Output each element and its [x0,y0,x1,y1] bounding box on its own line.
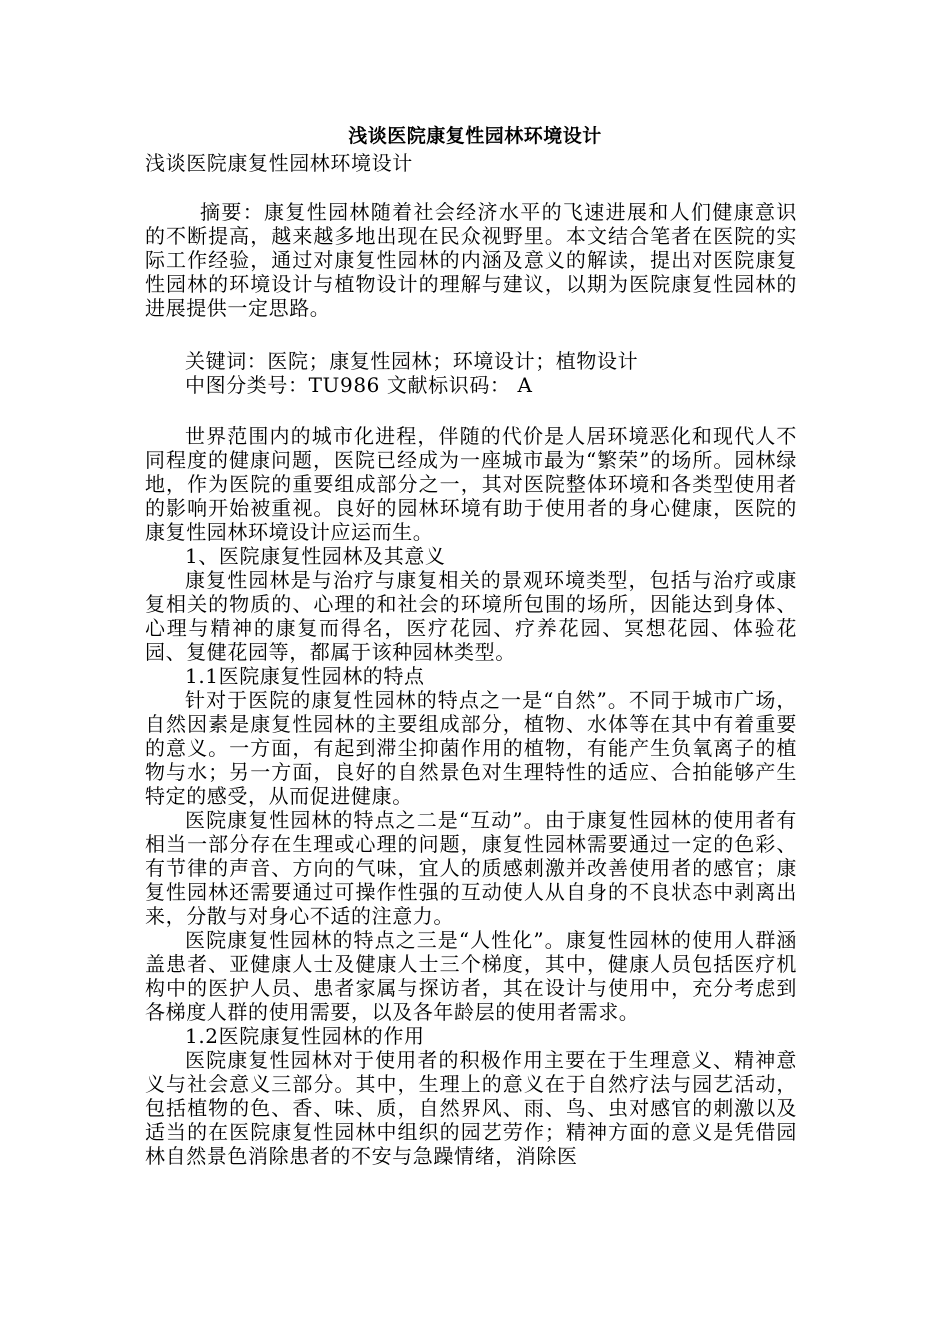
document-subtitle: 浅谈医院康复性园林环境设计 [145,151,413,175]
main-body [145,424,797,1168]
classification-line: 中图分类号：TU986 文献标识码： A [185,373,533,397]
abstract-paragraph: 摘要：康复性园林随着社会经济水平的飞速进展和人们健康意识的不断提高，越来越多地出现在民众视野里。本文结合笔者在医院的实际工作经验，通过对康复性园林的内涵及意义的解读，提出对医院康复性园林的环境设计与植物设计的理解与建议，以期为医院康复性园林的进展提供一定思路。 [145,200,797,320]
keywords-block [145,349,797,397]
section-1-2-heading: 1.2医院康复性园林的作用 [185,1024,425,1048]
section-1-1-heading: 1.1医院康复性园林的特点 [185,664,425,688]
section-1-heading: 1、医院康复性园林及其意义 [185,544,446,568]
section-1-1-paragraph-2: 医院康复性园林的特点之二是“互动”。由于康复性园林的使用者有相当一部分存在生理或心理的问题，康复性园林需要通过一定的色彩、有节律的声音、方向的气味，宜人的质感刺激并改善使用者的感官；康复性园林还需要通过可操作性强的互动使人从自身的不良状态中剥离出来，分散与对身心不适的注意力。 [145,808,797,928]
keywords-line: 关键词：医院；康复性园林；环境设计；植物设计 [185,349,639,373]
section-1-paragraph: 康复性园林是与治疗与康复相关的景观环境类型，包括与治疗或康复相关的物质的、心理的和社会的环境所包围的场所，因能达到身体、心理与精神的康复而得名，医疗花园、疗养花园、冥想花园、体验花园、复健花园等，都属于该种园林类型。 [145,568,797,664]
document-title: 浅谈医院康复性园林环境设计 [348,125,602,147]
section-1-1-paragraph-1: 针对于医院的康复性园林的特点之一是“自然”。不同于城市广场，自然因素是康复性园林的主要组成部分，植物、水体等在其中有着重要的意义。一方面，有起到滞尘抑菌作用的植物，有能产生负氧离子的植物与水；另一方面，良好的自然景色对生理特性的适应、合拍能够产生特定的感受，从而促进健康。 [145,688,797,808]
abstract-block [145,200,797,320]
section-1-2-paragraph-1: 医院康复性园林对于使用者的积极作用主要在于生理意义、精神意义与社会意义三部分。其中，生理上的意义在于自然疗法与园艺活动，包括植物的色、香、味、质，自然界风、雨、鸟、虫对感官的刺激以及适当的在医院康复性园林中组织的园艺劳作；精神方面的意义是凭借园林自然景色消除患者的不安与急躁情绪，消除医 [145,1048,797,1168]
intro-paragraph: 世界范围内的城市化进程，伴随的代价是人居环境恶化和现代人不同程度的健康问题，医院已经成为一座城市最为“繁荣”的场所。园林绿地，作为医院的重要组成部分之一，其对医院整体环境和各类型使用者的影响开始被重视。良好的园林环境有助于使用者的身心健康，医院的康复性园林环境设计应运而生。 [145,424,797,544]
section-1-1-paragraph-3: 医院康复性园林的特点之三是“人性化”。康复性园林的使用人群涵盖患者、亚健康人士及健康人士三个梯度，其中，健康人员包括医疗机构中的医护人员、患者家属与探访者，其在设计与使用中，充分考虑到各梯度人群的使用需要，以及各年龄层的使用者需求。 [145,928,797,1024]
